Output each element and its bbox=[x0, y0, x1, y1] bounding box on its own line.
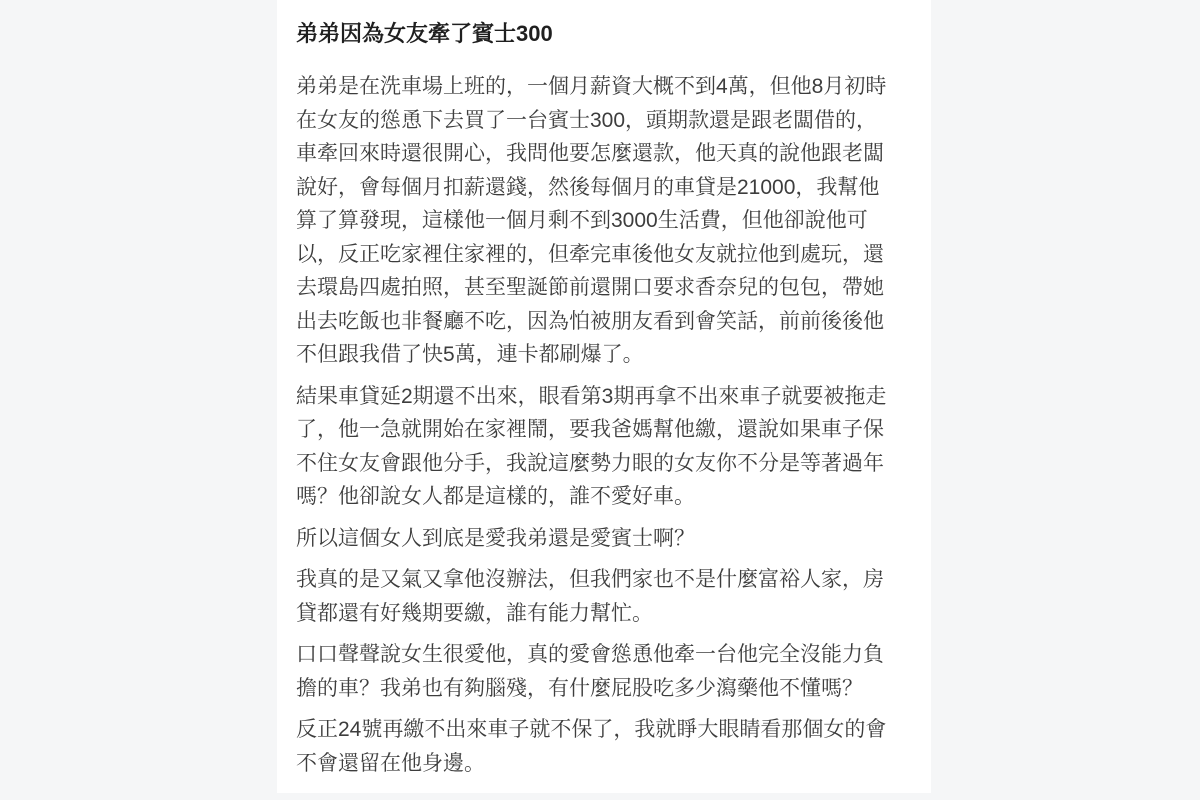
paragraph bbox=[296, 522, 912, 556]
text-line: 我真的是又氣又拿他沒辦法，但我們家也不是什麼富裕人家，房 bbox=[296, 568, 884, 591]
text-line: 車牽回來時還很開心，我問他要怎麼還款，他天真的說他跟老闆 bbox=[296, 142, 884, 165]
text-line: 不會還留在他身邊。 bbox=[296, 751, 485, 775]
paragraph bbox=[296, 70, 912, 372]
text-line: 口口聲聲說女生很愛他，真的愛會慫恿他牽一台他完全沒能力負 bbox=[296, 643, 884, 666]
paragraph bbox=[296, 380, 912, 514]
text-line: 了，他一急就開始在家裡鬧，要我爸媽幫他繳，還說如果車子保 bbox=[296, 418, 884, 441]
text-line: 結果車貸延2期還不出來，眼看第3期再拿不出來車子就要被拖走 bbox=[296, 384, 887, 408]
paragraph bbox=[296, 713, 912, 780]
text-line: 不住女友會跟他分手，我說這麼勢力眼的女友你不分是等著過年 bbox=[296, 451, 884, 475]
post-title: 弟弟因為女友牽了賓士300 bbox=[296, 21, 553, 46]
text-line: 去環島四處拍照，甚至聖誕節前還開口要求香奈兒的包包，帶她 bbox=[296, 276, 884, 299]
text-line: 出去吃飯也非餐廳不吃，因為怕被朋友看到會笑話，前前後後他 bbox=[296, 309, 884, 333]
text-line: 弟弟是在洗車場上班的，一個月薪資大概不到4萬，但他8月初時 bbox=[296, 75, 887, 98]
post-body bbox=[296, 70, 912, 780]
post-card bbox=[277, 0, 931, 793]
text-line: 以，反正吃家裡住家裡的，但牽完車後他女友就拉他到處玩，還 bbox=[296, 242, 884, 266]
text-line: 擔的車？我弟也有夠腦殘，有什麼屁股吃多少瀉藥他不懂嗎？ bbox=[296, 676, 863, 700]
text-line: 嗎？他卻說女人都是這樣的，誰不愛好車。 bbox=[296, 485, 695, 508]
text-line: 不但跟我借了快5萬，連卡都刷爆了。 bbox=[296, 343, 644, 366]
text-line: 反正24號再繳不出來車子就不保了，我就睜大眼睛看那個女的會 bbox=[296, 718, 887, 741]
text-line: 在女友的慫恿下去買了一台賓士300，頭期款還是跟老闆借的， bbox=[296, 108, 878, 132]
text-line: 所以這個女人到底是愛我弟還是愛賓士啊？ bbox=[296, 526, 695, 550]
text-line: 說好，會每個月扣薪還錢，然後每個月的車貸是21000，我幫他 bbox=[296, 175, 880, 199]
text-line: 算了算發現，這樣他一個月剩不到3000生活費，但他卻說他可 bbox=[296, 209, 868, 232]
text-line: 貸都還有好幾期要繳，誰有能力幫忙。 bbox=[296, 601, 653, 625]
paragraph bbox=[296, 563, 912, 630]
paragraph bbox=[296, 638, 912, 705]
